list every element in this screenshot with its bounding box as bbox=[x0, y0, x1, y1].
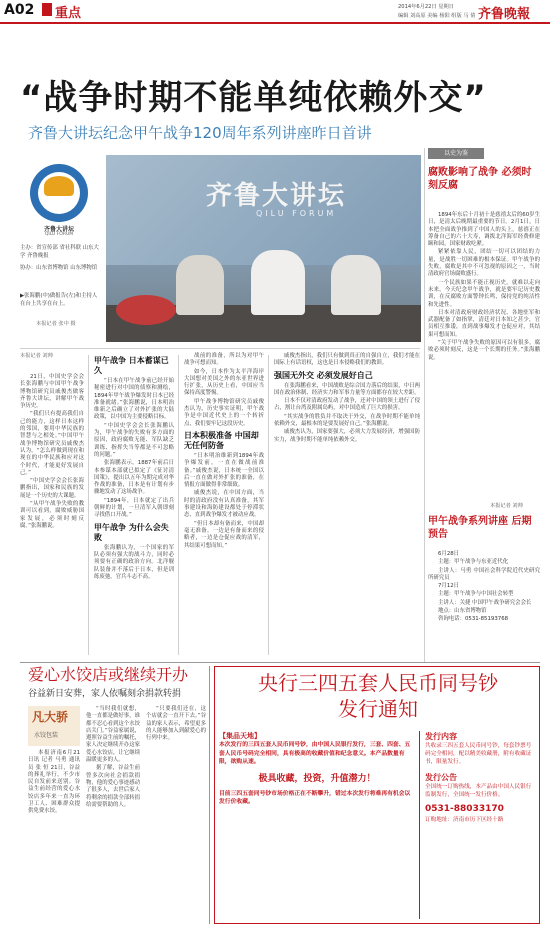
body-paragraph: “中国史学会会长张海鹏认为，甲午战争的失败有多方面的原因，政府腐败无能、军队缺乏训练、指挥失当等都是不可忽略的问题。” bbox=[94, 422, 174, 458]
ad-title: 央行三四五套人民币同号钞 bbox=[258, 671, 498, 695]
forum-emblem bbox=[30, 164, 88, 222]
ad-right-heading-2: 发行公告 bbox=[425, 773, 457, 782]
body-paragraph: 如今，日本作为太平洋海岸大国想对美国之外的东亚世界进行扩张，从历史上看，中国应当保持高度警惕。 bbox=[184, 368, 264, 397]
flower-arrangement bbox=[116, 295, 176, 325]
bottom-section-rule bbox=[20, 662, 540, 663]
subheading: 强国无外交 必须发展好自己 bbox=[274, 370, 373, 380]
section-red-block bbox=[42, 3, 52, 16]
body-paragraph: “1894年，日本就定了出兵朝鲜的计划，一旦清军入朝即刻寻找借口开战。” bbox=[94, 497, 174, 519]
schedule-item: 地点：山东省博物馆 bbox=[438, 608, 487, 615]
body-paragraph: 张海鹏认为，一个国家的军队必须有强大的战斗力，同时必须要有正确的政治方向。北洋舰队装备并不落后于日本，但是训练废弛，官兵斗志不高。 bbox=[94, 544, 174, 580]
main-headline: “战争时期不能单纯依赖外交” bbox=[20, 78, 487, 118]
ad-right-text-2: 全国统一订购热线，本产品由中国人民银行监制发行，全国统一发行价格。 bbox=[425, 784, 532, 798]
main-subheadline: 齐鲁大讲坛纪念甲午战争120周年系列讲座昨日首讲 bbox=[28, 124, 372, 142]
dumpling-col-1 bbox=[28, 750, 80, 817]
schedule-item: 6月28日 bbox=[438, 551, 460, 557]
ad-right-text: 共收录三四五套人民币同号钞，每套钞票号码完全相同，配以精美收藏册，附有收藏证书，限量发行。 bbox=[425, 743, 532, 765]
history-paragraph: 一个民族如果不能正视历史，就难以走向未来。今天纪念甲午战争，就是要牢记历史教训，在反腐败方面警钟长鸣，保持党的纯洁性和先进性。 bbox=[428, 279, 540, 308]
issue-date: 2014年6月22日 星期日 bbox=[398, 4, 454, 10]
lead-paragraph: 21日，中国史学会会长张海鹏与中国甲午战争博物馆研究员戚俊杰做客齐鲁大讲坛，讲解甲午战争历史。 bbox=[20, 374, 84, 410]
dumpling-sidebar-box bbox=[28, 706, 80, 746]
forum-emblem-label: 齐鲁大讲坛 bbox=[43, 226, 74, 233]
dumpling-col-2 bbox=[86, 706, 140, 810]
lecture-photo bbox=[106, 155, 421, 342]
body-paragraph: 戚俊杰认为，国家要强大，必须大力发展经济，增强国防实力，战争时期不能单纯依赖外交。 bbox=[274, 429, 420, 443]
body-paragraph: 戚俊杰指出，我们只有做到真正的自强自立，我们才能在国际上有话语权，这也是日本侵略我们的教训。 bbox=[274, 353, 420, 367]
body-paragraph: “从甲午战争失败的教训可以看到，腐败威胁国家发展，必须时刻反腐。”张海鹏说。 bbox=[20, 501, 84, 529]
ad-right-panel bbox=[425, 731, 535, 919]
editor-credits: 编辑 刘高原 美编 杨阳 组版 马 倩 bbox=[398, 13, 476, 19]
body-paragraph: 据了解，谷益生前曾多次向社会捐款捐物，他的爱心事迹感动了很多人，去世后家人将剩余的捐款全部转捐给需要帮助的人。 bbox=[86, 765, 140, 808]
schedule-item: 主题：甲午战争与中国社会转型 bbox=[438, 591, 514, 598]
co-organizers: 协办：山东省博物馆 山东博物馆 bbox=[20, 265, 98, 271]
banknote-ad bbox=[214, 666, 540, 924]
forum-emblem-sub: QILU FORUM bbox=[44, 232, 74, 237]
subheading: 甲午战争 日本蓄谋已久 bbox=[94, 356, 169, 375]
body-paragraph: “日本在甲午战争前已经开始秘密进行对中国的侦察和测绘，1894年甲午战争爆发时日本已经准备就绪。”张海鹏说，日本明治维新之后确立了对外扩张的大陆政策，以中国为主要侵略目标。 bbox=[94, 378, 174, 421]
ad-title-2: 发行通知 bbox=[338, 697, 418, 721]
schedule-box bbox=[428, 515, 540, 665]
history-body bbox=[428, 212, 540, 363]
history-tag: 以史为鉴 bbox=[428, 148, 484, 159]
subheading: 日本积极准备 中国却无任何防备 bbox=[184, 430, 259, 450]
body-paragraph: 本报济南6月21日讯 记者 马勇 通讯员 张 恒 21日，谷益的葬礼举行，不少市民自发前来送别。谷益生前经营的爱心水饺店多年来一直为环卫工人、困难群众提供免费水饺。 bbox=[28, 750, 80, 815]
article-column-3 bbox=[184, 353, 264, 551]
body-top-rule bbox=[20, 348, 420, 349]
dumpling-sidebar-title: 凡大骄 bbox=[32, 710, 69, 724]
article-column-4 bbox=[274, 353, 420, 445]
history-paragraph: 紧紧依靠人民，团结一切可以团结的力量，是战胜一切困难的根本保证。甲午战争的失败，腐败是其中不可忽视的原因之一，当时清政府官场腐败盛行。 bbox=[428, 249, 540, 278]
ad-slogan: 极具收藏，投资，升值潜力！ bbox=[258, 773, 376, 784]
body-paragraph: “中国史学会会长张海鹏指出，国家和民族的发展是一个历史的大课题。 bbox=[20, 478, 84, 499]
banner-subtitle: QILU FORUM bbox=[256, 209, 337, 218]
page-number: A02 bbox=[4, 2, 35, 18]
byline: 本报记者 刘帅 bbox=[20, 353, 53, 359]
ad-description-2: 目前三四五套同号钞市场价格正在不断攀升，错过本次发行将难再有机会以发行价收藏。 bbox=[219, 790, 411, 805]
forum-sidebar bbox=[20, 160, 102, 335]
photo-credit: 本报记者 张中 摄 bbox=[36, 321, 76, 327]
section-title: 重点 bbox=[55, 6, 82, 21]
speaker-left bbox=[176, 255, 224, 315]
schedule-item: 主讲人：关捷 中国甲午战争研究会会长 bbox=[438, 599, 532, 606]
body-paragraph: “其实战争的胜负并不取决于外交，在战争时期不能单纯依赖外交，最根本的是要发展好自己。”张海鹏说。 bbox=[274, 413, 420, 428]
column-divider bbox=[424, 148, 425, 663]
body-paragraph: “日本明治维新到1894年战争爆发前，一直在做战前准备。”戚俊杰说，日本统一全国以后一直在做对外扩张的准备，在情报方面做得非常细致。 bbox=[184, 452, 264, 489]
history-title: 腐败影响了战争 必须时刻反腐 bbox=[428, 167, 532, 191]
ad-badge: 【集品天地】 bbox=[219, 732, 261, 740]
body-paragraph: 张海鹏表示，1887年前后日本参谋本部就已拟定了《征讨清国策》，提出以五年为期完成对华作战的准备，日本是有计划有步骤地发动了这场战争。 bbox=[94, 460, 174, 496]
body-paragraph: “当时我们就想，他一直都是做好事，谁都不忍心看到这个水饺店关门。”谷益家属说，遵照谷益生前的嘱托，家人决定继续开办这家爱心水饺店，让它继续温暖更多的人。 bbox=[86, 706, 140, 764]
host-organizers: 主办：省宣传部 省社科联 山东大学 齐鲁晚报 bbox=[20, 245, 99, 259]
masthead-rule bbox=[0, 22, 550, 24]
masthead bbox=[0, 0, 550, 24]
body-paragraph: 在张海鹏看来，中国战败是综合国力落后的结果，中日两国在政治体制、经济实力和军事力量等方面都存在较大差距。 bbox=[274, 382, 420, 396]
ad-right-heading: 发行内容 bbox=[425, 732, 457, 741]
body-paragraph: “只要我们还在，这个店就会一直开下去。”谷益的家人表示，希望更多的人能够加入到献爱心的行列中来。 bbox=[146, 706, 206, 742]
schedule-item: 7月12日 bbox=[438, 583, 460, 590]
newspaper-logo: 齐鲁晚報 bbox=[478, 7, 531, 22]
column-divider bbox=[88, 355, 89, 655]
column-divider bbox=[209, 666, 210, 924]
body-paragraph: 甲午战争博物馆研究员戚俊杰认为，历史事实证明，甲午战争是中国近代史上的一个转折点，我们要牢记这段历史。 bbox=[184, 398, 264, 427]
dumpling-subhead: 谷益新日安葬，家人依嘱刻余捐款转捐 bbox=[28, 689, 182, 699]
speaker-center bbox=[251, 250, 305, 315]
photo-caption: ▶张海鹏(中)做报告(左)和主持人在台上共享在台上。 bbox=[20, 293, 98, 307]
body-paragraph: 戚俊杰说，在中国方面，当时的清政府没有认真准备，其军事建设和海防建设都处于停滞状态，直到战争爆发才被动应战。 bbox=[184, 490, 264, 519]
article-column-2 bbox=[94, 353, 174, 582]
history-author: 本报记者 刘帅 bbox=[490, 503, 523, 509]
ad-address: 订购地址：济南市历下区经十路 bbox=[425, 817, 504, 823]
history-paragraph: 1894年东后十月初十是慈禧太后的60岁生日，是清太后晚期最重要的节日。2月1日，日本把全面战争推到了中国人的头上，慈禧正在筹备自己的六十大寿，调拨北洋海军经费修建颐和园，国家财政吃紧。 bbox=[428, 212, 540, 248]
quote-paragraph: “我们只有提高我们自己的能力，这样日本这样的邻国，要用中华民族的智慧与之相处。”中国甲午战争博物馆研究员戚俊杰认为，“怎么样做到现在和现在的中华民族和应对这个时代，才能更好发展自己。” bbox=[20, 411, 84, 476]
article-column-1 bbox=[20, 353, 84, 531]
banner-title: 齐鲁大讲坛 bbox=[206, 181, 347, 211]
history-paragraph: “关于甲午战争失败的原因可以有很多，腐败必须时刻反，这是一个长期的任务。”张海鹏说。 bbox=[428, 340, 540, 361]
body-paragraph: “但日本却有备而来，中国却毫无准备。一边是有备而来的侵略者，一边是仓促应战的清军，其结果可想而知。” bbox=[184, 520, 264, 549]
column-divider bbox=[268, 355, 269, 655]
dumpling-headline: 爱心水饺店或继续开办 bbox=[28, 665, 189, 684]
dumpling-col-3 bbox=[146, 706, 206, 743]
ad-divider bbox=[419, 731, 420, 919]
schedule-title: 甲午战争系列讲座 后期预告 bbox=[428, 516, 532, 540]
schedule-item: 咨询电话：0531-85193768 bbox=[438, 616, 509, 623]
column-divider bbox=[178, 355, 179, 655]
schedule-item: 主讲人：马勇 中国社会科学院近代史研究所研究员 bbox=[428, 567, 540, 581]
dumpling-sidebar-sub: 水饺包装 bbox=[34, 732, 59, 739]
body-paragraph: 日本不仅对清政府发动了战争，还对中国的领土进行了侵占，割让台湾及附属岛屿，对中国造成了巨大的损害。 bbox=[274, 398, 420, 412]
ad-description: 本次发行的三四五套人民币同号钞，由中国人民银行发行，三套、四套、五套人民币号码完全相同，具有极高的收藏价值和纪念意义。本产品数量有限，欲购从速。 bbox=[219, 742, 411, 765]
schedule-item: 主题：甲午战争与东亚近代化 bbox=[438, 559, 509, 566]
body-paragraph: 战前的准备，所以为对甲午战争可想而知。 bbox=[184, 353, 264, 367]
history-paragraph: 日本对清政府财政经济状况、各地驻军和武器配备了如指掌，清廷对日本知之甚少，官员相互推诿，直到战事爆发才仓促应对，其结果可想而知。 bbox=[428, 309, 540, 338]
subheading: 甲午战争 为什么会失败 bbox=[94, 522, 169, 542]
ad-left-panel bbox=[219, 731, 415, 919]
ad-phone[interactable]: 0531-88033170 bbox=[425, 804, 504, 814]
speaker-right bbox=[331, 255, 381, 315]
